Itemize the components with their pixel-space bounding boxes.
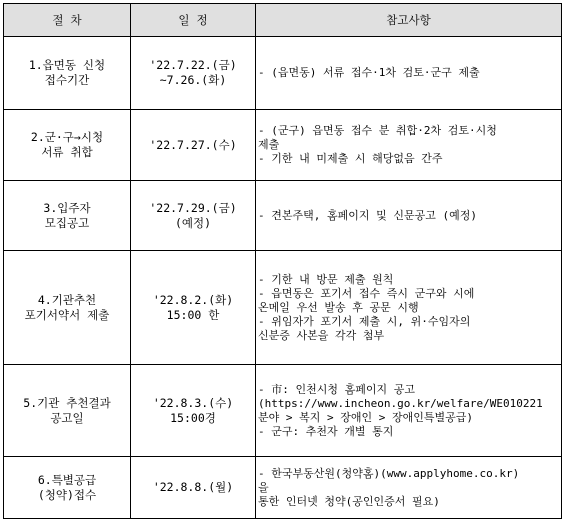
note-text: - (읍면동) 서류 접수·1차 검토·군구 제출 [258,66,480,79]
step-cell [4,181,131,251]
schedule-text: '22.7.22.(금) [149,58,237,72]
step-cell [4,251,131,365]
note-text: - 기한 내 방문 제출 원칙 [258,272,394,286]
header-schedule: 일 정 [131,4,256,37]
step-text: 4.기관추천 [37,292,97,307]
note-text: (https://www.incheon.go.kr/welfare/WE010221 [258,396,543,410]
table-row [4,110,562,181]
step-text: 3.입주자 [43,200,91,215]
step-text: (청약)접수 [37,487,97,502]
notes-cell [256,365,562,457]
step-text: 접수기간 [44,73,90,87]
step-text: 5.기관 추천결과 [23,395,111,410]
schedule-text: (예정) [174,215,212,230]
schedule-cell [131,181,256,251]
step-text: 2.군·구→시청 [30,130,104,144]
schedule-cell [131,457,256,519]
header-notes: 참고사항 [256,4,562,37]
note-text: 신분증 사본을 각각 첨부 [258,328,385,342]
notes-cell [256,181,562,251]
note-text: 을 [258,480,269,494]
step-text: 모집공고 [44,215,90,230]
schedule-text: '22.8.3.(수) [152,395,234,410]
note-text: 분야 > 복지 > 장애인 > 장애인특별공급) [258,410,473,424]
note-text: 통한 인터넷 청약(공인인증서 필요) [258,494,440,508]
step-text: 6.특별공급 [37,472,97,487]
note-text: - 읍면동은 포기서 접수 즉시 군구와 시에 [258,286,475,300]
schedule-cell [131,110,256,181]
step-cell [4,110,131,181]
step-text: 서류 취합 [41,145,93,159]
table-row [4,251,562,365]
note-text: - (군구) 읍면동 접수 분 취합·2차 검토·시청 [258,124,497,137]
schedule-text: 15:00경 [170,410,216,425]
schedule-cell [131,365,256,457]
schedule-text: 15:00 한 [166,307,220,322]
step-cell [4,37,131,110]
table-row [4,181,562,251]
note-text: 제출 [258,138,280,151]
schedule-text: '22.8.8.(월) [152,480,234,494]
schedule-cell [131,251,256,365]
notes-cell [256,37,562,110]
schedule-text: '22.8.2.(화) [152,292,234,307]
note-text: - 기한 내 미제출 시 해당없음 간주 [258,152,443,165]
table-row [4,365,562,457]
step-cell [4,457,131,519]
table-row [4,457,562,519]
notes-cell [256,251,562,365]
schedule-text: '22.7.29.(금) [149,200,237,215]
note-text: 온메일 우선 발송 후 공문 시행 [258,300,419,314]
header-step: 절 차 [4,4,131,37]
note-text: - 견본주택, 홈페이지 및 신문공고 (예정) [258,208,477,222]
schedule-table [3,3,562,519]
step-cell [4,365,131,457]
note-text: - 군구: 추천자 개별 통지 [258,424,394,438]
notes-cell [256,457,562,519]
notes-cell [256,110,562,181]
schedule-text: ~7.26.(화) [159,73,227,87]
step-text: 포기서약서 제출 [24,307,110,322]
schedule-cell [131,37,256,110]
note-text: - 위임자가 포기서 제출 시, 위·수임자의 [258,314,471,328]
step-text: 공고일 [50,410,84,425]
table-row [4,37,562,110]
table-header-row [4,4,562,37]
step-text: 1.읍면동 신청 [28,58,106,72]
note-text: - 한국부동산원(청약홈)(www.applyhome.co.kr) [258,466,520,480]
note-text: - 市: 인천시청 홈페이지 공고 [258,382,415,396]
schedule-text: '22.7.27.(수) [149,137,237,152]
